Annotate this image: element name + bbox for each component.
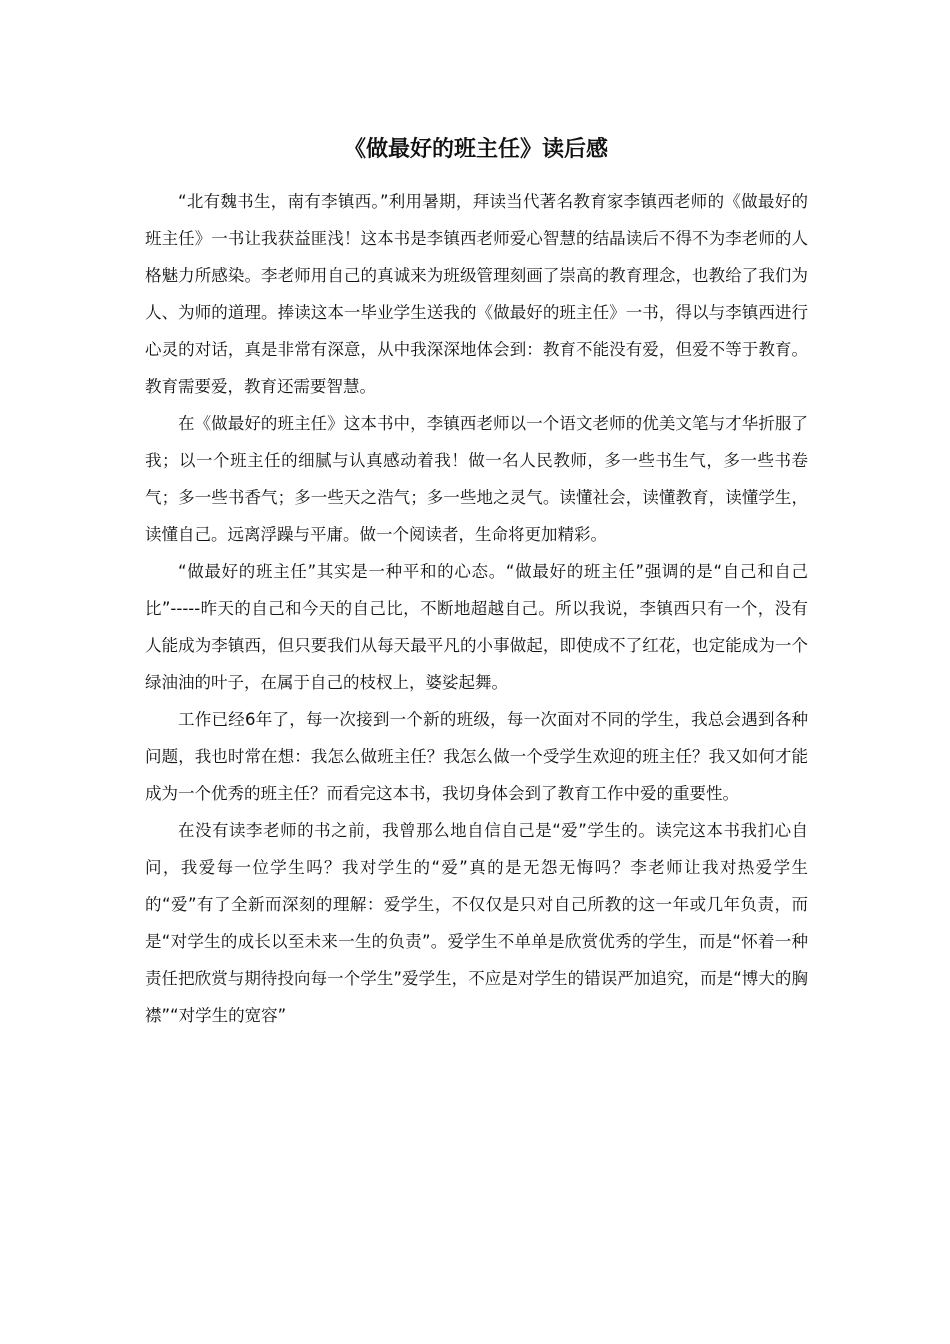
paragraph-5: 在没有读李老师的书之前，我曾那么地自信自己是“爱”学生的。读完这本书我扪心自问，我爱每一位学生吗？我对学生的“爱”真的是无怨无悔吗？李老师让我对热爱学生的“爱”有了全新而深刻的理解：爱学生，不仅仅是只对自己所教的这一年或几年负责，而是“对学生的成长以至未来一生的负责”。爱学生不单单是欣赏优秀的学生，而是“怀着一种责任把欣赏与期待投向每一个学生”爱学生，不应是对学生的错误严加追究，而是“博大的胸襟”“对学生的宽容” [145,821,808,1025]
paragraph-1: “北有魏书生，南有李镇西。”利用暑期，拜读当代著名教育家李镇西老师的《做最好的班主任》一书让我获益匪浅！这本书是李镇西老师爱心智慧的结晶读后不得不为李老师的人格魅力所感染。李老师用自己的真诚来为班级管理刻画了崇高的教育理念，也教给了我们为人、为师的道理。捧读这本一毕业学生送我的《做最好的班主任》一书，得以与李镇西进行心灵的对话，真是非常有深意，从中我深深地体会到：教育不能没有爱，但爱不等于教育。教育需要爱，教育还需要智慧。 [145,192,808,396]
document-body [145,183,808,1034]
paragraph-3: “做最好的班主任”其实是一种平和的心态。“做最好的班主任”强调的是“自己和自己比”-----昨天的自己和今天的自己比，不断地超越自己。所以我说，李镇西只有一个，没有人能成为李镇西，但只要我们从每天最平凡的小事做起，即使成不了红花，也定能成为一个绿油油的叶子，在属于自己的枝杈上，婆娑起舞。 [145,562,808,692]
paragraph-4: 工作已经6年了，每一次接到一个新的班级，每一次面对不同的学生，我总会遇到各种问题，我也时常在想：我怎么做班主任？我怎么做一个受学生欢迎的班主任？我又如何才能成为一个优秀的班主任？而看完这本书，我切身体会到了教育工作中爱的重要性。 [145,710,808,803]
document-title: 《做最好的班主任》读后感 [343,137,608,162]
paragraph-2: 在《做最好的班主任》这本书中，李镇西老师以一个语文老师的优美文笔与才华折服了我；以一个班主任的细腻与认真感动着我！做一名人民教师，多一些书生气，多一些书卷气；多一些书香气；多一些天之浩气；多一些地之灵气。读懂社会，读懂教育，读懂学生，读懂自己。远离浮躁与平庸。做一个阅读者，生命将更加精彩。 [145,414,808,544]
